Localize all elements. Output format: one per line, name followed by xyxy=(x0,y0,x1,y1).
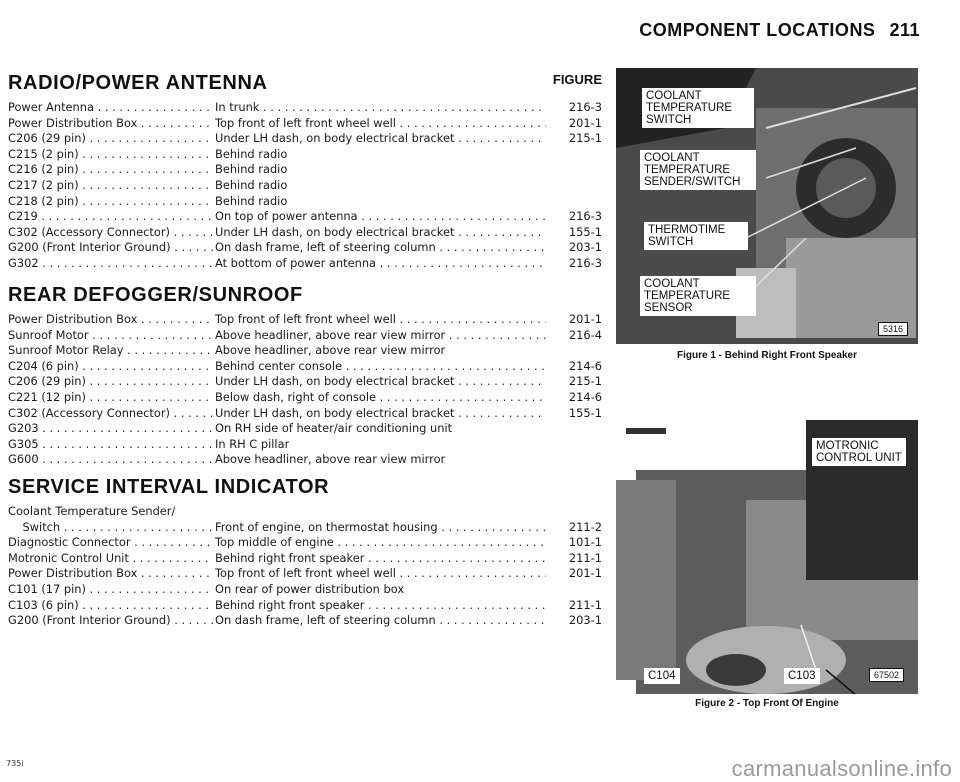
component-location: On top of power antenna . . . xyxy=(215,209,546,225)
component-name: C221 (12 pin) . . . xyxy=(8,390,213,406)
figure-reference: 216-4 xyxy=(568,327,602,342)
component-location: Under LH dash, on body electrical bracket . . . xyxy=(215,225,546,241)
location-row xyxy=(8,390,604,406)
label-thermotime-switch: THERMOTIME SWITCH xyxy=(644,222,748,250)
component-location: Under LH dash, on body electrical bracket . . . xyxy=(215,131,546,147)
component-location: On rear of power distribution box xyxy=(215,581,405,596)
section-title: REAR DEFOGGER/SUNROOF xyxy=(8,284,303,306)
component-location: Front of engine, on thermostat housing . . . xyxy=(215,520,546,536)
location-row xyxy=(8,535,604,551)
component-location: Behind radio xyxy=(215,162,288,177)
location-row xyxy=(8,131,604,147)
figure-2-caption: Figure 2 - Top Front Of Engine xyxy=(695,698,839,709)
location-row xyxy=(8,147,604,163)
label-c103: C103 xyxy=(784,668,820,684)
figure-reference: 211-2 xyxy=(568,519,602,534)
location-row xyxy=(8,116,604,132)
component-name: G200 (Front Interior Ground) . . . xyxy=(8,613,213,629)
figure-1-caption: Figure 1 - Behind Right Front Speaker xyxy=(676,350,857,361)
location-row xyxy=(8,359,604,375)
label-motronic-control-unit: MOTRONIC CONTROL UNIT xyxy=(812,438,906,466)
component-name: Power Distribution Box . . . xyxy=(8,566,213,582)
section-radio-antenna xyxy=(8,70,604,272)
component-name: Coolant Temperature Sender/ xyxy=(8,504,176,518)
location-row xyxy=(8,209,604,225)
label-coolant-temp-sender: COOLANT TEMPERATURE SENDER/SWITCH xyxy=(640,150,756,190)
component-name: Switch . . . xyxy=(8,520,213,536)
component-name: G600 . . . xyxy=(8,452,213,468)
component-location: Top front of left front wheel well . . . xyxy=(215,312,546,328)
figure-reference: 211-1 xyxy=(568,597,602,612)
component-name: G203 . . . xyxy=(8,421,213,437)
location-row xyxy=(8,437,604,453)
component-location: Above headliner, above rear view mirror xyxy=(215,343,446,358)
component-location: Top front of left front wheel well . . . xyxy=(215,566,546,582)
component-name: Sunroof Motor . . . xyxy=(8,328,213,344)
component-location: Top front of left front wheel well . . . xyxy=(215,116,546,132)
component-name: Diagnostic Connector . . . xyxy=(8,535,213,551)
figure-reference: 216-3 xyxy=(568,209,602,224)
section-service-interval xyxy=(8,474,604,629)
component-name: C302 (Accessory Connector) . . . xyxy=(8,225,213,241)
header-page-number: 211 xyxy=(889,20,920,40)
page-code: 735i xyxy=(6,759,24,768)
location-row xyxy=(8,312,604,328)
component-location: Behind right front speaker . . . xyxy=(215,551,546,567)
component-location: Behind right front speaker . . . xyxy=(215,598,546,614)
location-row xyxy=(8,520,604,536)
location-row xyxy=(8,598,604,614)
figure-reference: 216-3 xyxy=(568,255,602,270)
figure-reference: 203-1 xyxy=(568,613,602,628)
figure-reference: 214-6 xyxy=(568,389,602,404)
location-row xyxy=(8,178,604,194)
figure-reference: 203-1 xyxy=(568,240,602,255)
figure-reference: 201-1 xyxy=(568,115,602,130)
component-name: G305 . . . xyxy=(8,437,213,453)
figure-1-photo xyxy=(616,68,918,344)
location-row xyxy=(8,100,604,116)
figure-reference: 211-1 xyxy=(568,550,602,565)
location-row xyxy=(8,566,604,582)
component-name: Sunroof Motor Relay . . . xyxy=(8,343,213,359)
component-name: Power Antenna . . . xyxy=(8,100,213,116)
section-title: RADIO/POWER ANTENNA xyxy=(8,72,268,94)
component-name: C101 (17 pin) . . . xyxy=(8,582,213,598)
location-row xyxy=(8,328,604,344)
component-location: Under LH dash, on body electrical bracket . . . xyxy=(215,374,546,390)
location-row xyxy=(8,406,604,422)
location-row xyxy=(8,421,604,437)
location-row xyxy=(8,551,604,567)
label-coolant-temp-sensor: COOLANT TEMPERATURE SENSOR xyxy=(640,276,756,316)
component-name: C204 (6 pin) . . . xyxy=(8,359,213,375)
component-location: On RH side of heater/air conditioning unit xyxy=(215,421,453,436)
component-location: Above headliner, above rear view mirror . . . xyxy=(215,328,546,344)
component-name: G200 (Front Interior Ground) . . . xyxy=(8,240,213,256)
location-list xyxy=(8,100,604,272)
location-row xyxy=(8,582,604,598)
component-location: On dash frame, left of steering column . . . xyxy=(215,240,546,256)
component-name: C216 (2 pin) . . . xyxy=(8,162,213,178)
figure-reference: 201-1 xyxy=(568,566,602,581)
location-row xyxy=(8,343,604,359)
component-name: C215 (2 pin) . . . xyxy=(8,147,213,163)
location-row xyxy=(8,374,604,390)
section-title: SERVICE INTERVAL INDICATOR xyxy=(8,476,330,498)
component-location: In trunk . . . xyxy=(215,100,546,116)
location-row xyxy=(8,256,604,272)
figure-2-number: 67502 xyxy=(869,668,904,682)
section-rear-defogger xyxy=(8,282,604,468)
location-row xyxy=(8,504,604,520)
figure-column-header: FIGURE xyxy=(552,72,602,87)
component-location: Behind radio xyxy=(215,177,288,192)
component-name: G302 . . . xyxy=(8,256,213,272)
figure-1-number: 5316 xyxy=(878,322,908,336)
figure-2-photo xyxy=(616,420,918,694)
figure-reference: 101-1 xyxy=(568,535,602,550)
component-name: C302 (Accessory Connector) . . . xyxy=(8,406,213,422)
component-name: Power Distribution Box . . . xyxy=(8,116,213,132)
component-name: Motronic Control Unit . . . xyxy=(8,551,213,567)
figure-reference: 216-3 xyxy=(568,100,602,114)
figure-reference: 155-1 xyxy=(568,405,602,420)
component-name: C206 (29 pin) . . . xyxy=(8,131,213,147)
location-row xyxy=(8,162,604,178)
component-location: Behind radio xyxy=(215,193,288,208)
component-name: C217 (2 pin) . . . xyxy=(8,178,213,194)
label-c104: C104 xyxy=(644,668,680,684)
header-title: COMPONENT LOCATIONS xyxy=(639,20,876,40)
component-location: On dash frame, left of steering column . . . xyxy=(215,613,546,629)
component-location: In RH C pillar xyxy=(215,436,290,451)
location-row xyxy=(8,194,604,210)
location-row xyxy=(8,452,604,468)
watermark: carmanualsonline.info xyxy=(731,756,952,781)
location-list xyxy=(8,504,604,629)
figure-reference: 201-1 xyxy=(568,312,602,326)
figure-reference: 155-1 xyxy=(568,224,602,239)
component-location: Above headliner, above rear view mirror xyxy=(215,452,446,467)
label-coolant-temp-switch: COOLANT TEMPERATURE SWITCH xyxy=(642,88,754,128)
location-list xyxy=(8,312,604,468)
component-location: Under LH dash, on body electrical bracket . . . xyxy=(215,406,546,422)
location-row xyxy=(8,240,604,256)
location-row xyxy=(8,225,604,241)
component-location: Below dash, right of console . . . xyxy=(215,390,546,406)
component-name: C219 . . . xyxy=(8,209,213,225)
component-name: C218 (2 pin) . . . xyxy=(8,194,213,210)
component-location: Behind radio xyxy=(215,146,288,161)
component-location: At bottom of power antenna . . . xyxy=(215,256,546,272)
component-name: C103 (6 pin) . . . xyxy=(8,598,213,614)
figure-reference: 214-6 xyxy=(568,358,602,373)
component-location: Behind center console . . . xyxy=(215,359,546,375)
component-name: C206 (29 pin) . . . xyxy=(8,374,213,390)
figure-reference: 215-1 xyxy=(568,131,602,146)
component-name: Power Distribution Box . . . xyxy=(8,312,213,328)
figure-reference: 215-1 xyxy=(568,374,602,389)
component-location: Top middle of engine . . . xyxy=(215,535,546,551)
page-header xyxy=(639,20,920,41)
location-row xyxy=(8,613,604,629)
